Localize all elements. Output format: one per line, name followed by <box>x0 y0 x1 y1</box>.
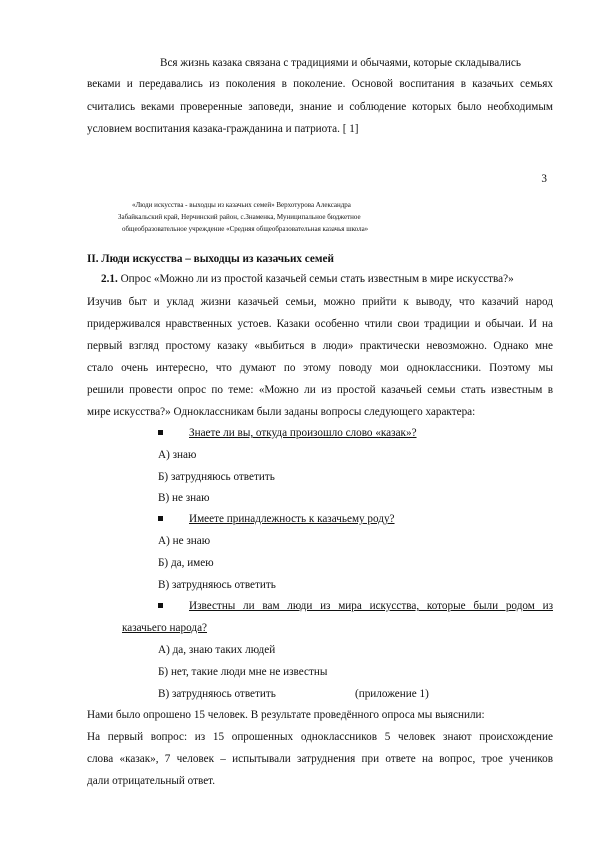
question-3-text-line-2: казачьего народа? <box>122 622 208 634</box>
result-line-3: слова «казак», 7 человек – испытывали затруднения при ответе на вопрос, трое учеников <box>87 753 553 765</box>
q3-answer-c: В) затрудняюсь ответить <box>158 688 276 700</box>
intro-line-1: Вся жизнь казака связана с традициями и обычаями, которые складывались <box>160 57 521 69</box>
bullet-icon <box>158 430 163 435</box>
body-line-2: придерживался нравственных устоев. Казаки особенно чтили свои традиции и обычаи. И на <box>87 318 553 330</box>
header-line-2: Забайкальский край, Нерчинский район, с.Знаменка, Муниципальное бюджетное <box>118 213 361 221</box>
result-line-1: Нами было опрошено 15 человек. В результате проведённого опроса мы выяснили: <box>87 709 485 721</box>
q1-answer-a: А) знаю <box>158 449 197 461</box>
bullet-icon <box>158 603 163 608</box>
subsection-number: 2.1. <box>101 273 118 285</box>
q1-answer-c: В) не знаю <box>158 492 210 504</box>
question-3-text-line-1: Известны ли вам люди из мира искусства, которые были родом из <box>189 600 553 612</box>
section-title: II. Люди искусства – выходцы из казачьих семей <box>87 253 334 265</box>
appendix-note: (приложение 1) <box>355 688 429 700</box>
subsection-heading <box>101 272 514 286</box>
question-1 <box>158 426 417 440</box>
question-1-text: Знаете ли вы, откуда произошло слово «казак»? <box>189 427 417 439</box>
bullet-icon <box>158 516 163 521</box>
body-line-3: первый взгляд простому казаку «выбиться в люди» практически невозможно. Однако мне <box>87 340 553 352</box>
q2-answer-b: Б) да, имею <box>158 557 214 569</box>
running-header <box>102 199 368 235</box>
question-3 <box>158 599 553 613</box>
intro-line-4: условием воспитания казака-гражданина и патриота. [ 1] <box>87 123 359 135</box>
q1-answer-b: Б) затрудняюсь ответить <box>158 471 275 483</box>
result-line-4: дали отрицательный ответ. <box>87 775 216 787</box>
question-2-text: Имеете принадлежность к казачьему роду? <box>189 513 395 525</box>
intro-line-2: веками и передавались из поколения в поколение. Основой воспитания в казачьих семьях <box>87 78 553 90</box>
body-line-4: стало очень интересно, что думают по этому поводу мои одноклассники. Поэтому мы <box>87 362 553 374</box>
q3-answer-b: Б) нет, такие люди мне не известны <box>158 666 328 678</box>
subsection-title: Опрос «Можно ли из простой казачьей семьи стать известным в мире искусства?» <box>117 273 514 285</box>
body-line-6: мире искусства?» Одноклассникам были заданы вопросы следующего характера: <box>87 406 476 418</box>
question-2 <box>158 512 395 526</box>
body-line-5: решили провести опрос по теме: «Можно ли из простой казачьей семьи стать известным в <box>87 384 553 396</box>
q2-answer-c: В) затрудняюсь ответить <box>158 579 276 591</box>
header-line-1: «Люди искусства - выходцы из казачьих семей» Верхотурова Александра <box>132 201 351 209</box>
header-line-3: общеобразовательное учреждение «Средняя общеобразовательная казачья школа» <box>122 225 369 233</box>
intro-line-3: считались веками проверенные заповеди, знание и соблюдение которых было необходимым <box>87 101 553 113</box>
q3-answer-a: А) да, знаю таких людей <box>158 644 276 656</box>
body-line-1: Изучив быт и уклад жизни казачьей семьи, можно прийти к выводу, что казачий народ <box>87 296 553 308</box>
q2-answer-a: А) не знаю <box>158 535 211 547</box>
page-number: 3 <box>541 173 547 185</box>
result-line-2: На первый вопрос: из 15 опрошенных одноклассников 5 человек знают происхождение <box>87 731 553 743</box>
